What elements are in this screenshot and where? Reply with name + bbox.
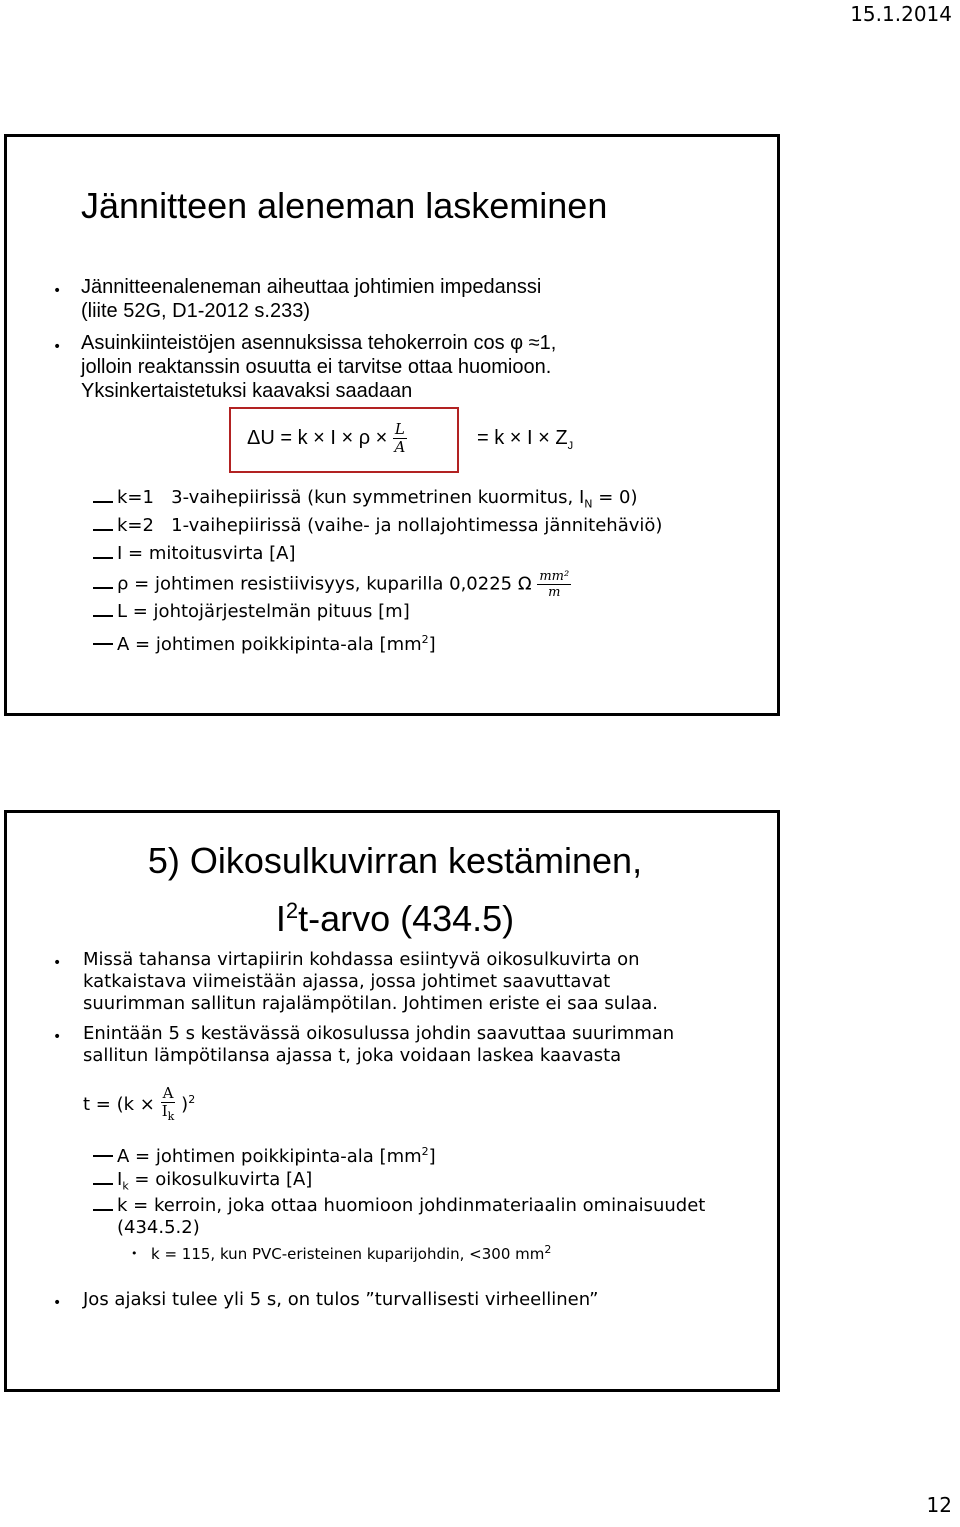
time-formula: t = (k × $\frac{A}{I_k}$ )$^2$ <box>83 1084 196 1123</box>
slide-voltage-drop <box>4 134 780 716</box>
bullet-dot: • <box>53 1029 62 1045</box>
slide1-title: Jännitteen aleneman laskeminen <box>81 185 608 226</box>
dash-marker <box>93 615 113 617</box>
page-date: 15.1.2014 <box>850 2 952 26</box>
slide2-item-coefficient: k = kerroin, joka ottaa huomioon johdinmateriaalin ominaisuudet (434.5.2) <box>117 1195 706 1238</box>
slide2-title-line1: 5) Oikosulkuvirran kestäminen, <box>147 840 643 881</box>
resistivity-unit-fraction: $\frac{\text{mm²}}{m}$ <box>539 569 570 600</box>
slide2-bullet-1: Missä tahansa virtapiirin kohdassa esiintyvä oikosulkuvirta on katkaistava viimeistään ajassa, jossa johtimet saavuttavat suurimman sallitun rajalämpötilan. Johtimen eriste ei saa sulaa. <box>83 949 658 1014</box>
bullet-dot: • <box>53 955 62 971</box>
slide1-item-resistivity: ρ = johtimen resistiivisyys, kuparilla 0,0225 Ω $\frac{\text{mm²}}{m}$ <box>117 569 570 600</box>
dash-marker <box>93 643 113 645</box>
impedance-formula: = $k \times I \times Z_J$ <box>477 427 574 452</box>
bullet-dot: • <box>53 283 62 299</box>
slide1-bullet-2: Asuinkiinteistöjen asennuksissa tehokerroin cos φ ≈1, jolloin reaktanssin osuutta ei tarvitse ottaa huomioon. Yksinkertaistetuksi kaavaksi saadaan <box>81 332 557 402</box>
page-number: 12 <box>926 1493 952 1517</box>
slide2-item-area: A = johtimen poikkipinta-ala $[mm^2]$ <box>117 1145 436 1167</box>
slide2-bullet-2: Enintään 5 s kestävässä oikosulussa johdin saavuttaa suurimman sallitun lämpötilansa ajassa t, joka voidaan laskea kaavasta <box>83 1023 675 1066</box>
slide2-last-bullet: Jos ajaksi tulee yli 5 s, on tulos ”turvallisesti virheellinen” <box>83 1289 599 1310</box>
slide1-item-current: I = mitoitusvirta [A] <box>117 543 296 564</box>
slide1-item-k1: k=1 3-vaihepiirissä (kun symmetrinen kuormitus, $I_N = 0$) <box>117 487 638 511</box>
dash-marker <box>93 1155 113 1157</box>
slide2-item-current: $I_k$ = oikosulkuvirta [A] <box>117 1169 313 1193</box>
slide1-bullet-1: Jännitteenaleneman aiheuttaa johtimien impedanssi (liite 52G, D1-2012 s.233) <box>81 276 542 322</box>
dash-marker <box>93 1183 113 1185</box>
bullet-dot: • <box>53 339 62 355</box>
slide2-title-line2: $I^2t$-arvo (434.5) <box>275 898 515 939</box>
bullet-dot: • <box>53 1295 62 1311</box>
slide1-item-area: A = johtimen poikkipinta-ala $[mm^2]$ <box>117 633 436 655</box>
slide-short-circuit <box>4 810 780 1392</box>
slide2-subitem-k115: k = 115, kun PVC-eristeinen kuparijohdin, <300 $mm^2$ <box>151 1243 552 1263</box>
dash-marker <box>93 1209 113 1211</box>
dash-marker <box>93 557 113 559</box>
voltage-drop-formula: ΔU = k × I × ρ × $\frac{L}{A}$ <box>247 420 406 456</box>
dash-marker <box>93 587 113 589</box>
dash-marker <box>93 501 113 503</box>
slide1-item-length: L = johtojärjestelmän pituus [m] <box>117 601 410 622</box>
length-over-area-fraction: $\frac{L}{A}$ <box>394 420 406 456</box>
slide1-item-k2: k=2 1-vaihepiirissä (vaihe- ja nollajohtimessa jännitehäviö) <box>117 515 663 536</box>
sub-bullet-dot: • <box>131 1247 138 1260</box>
dash-marker <box>93 529 113 531</box>
area-over-current-fraction: $\frac{A}{I_k}$ <box>161 1084 175 1123</box>
